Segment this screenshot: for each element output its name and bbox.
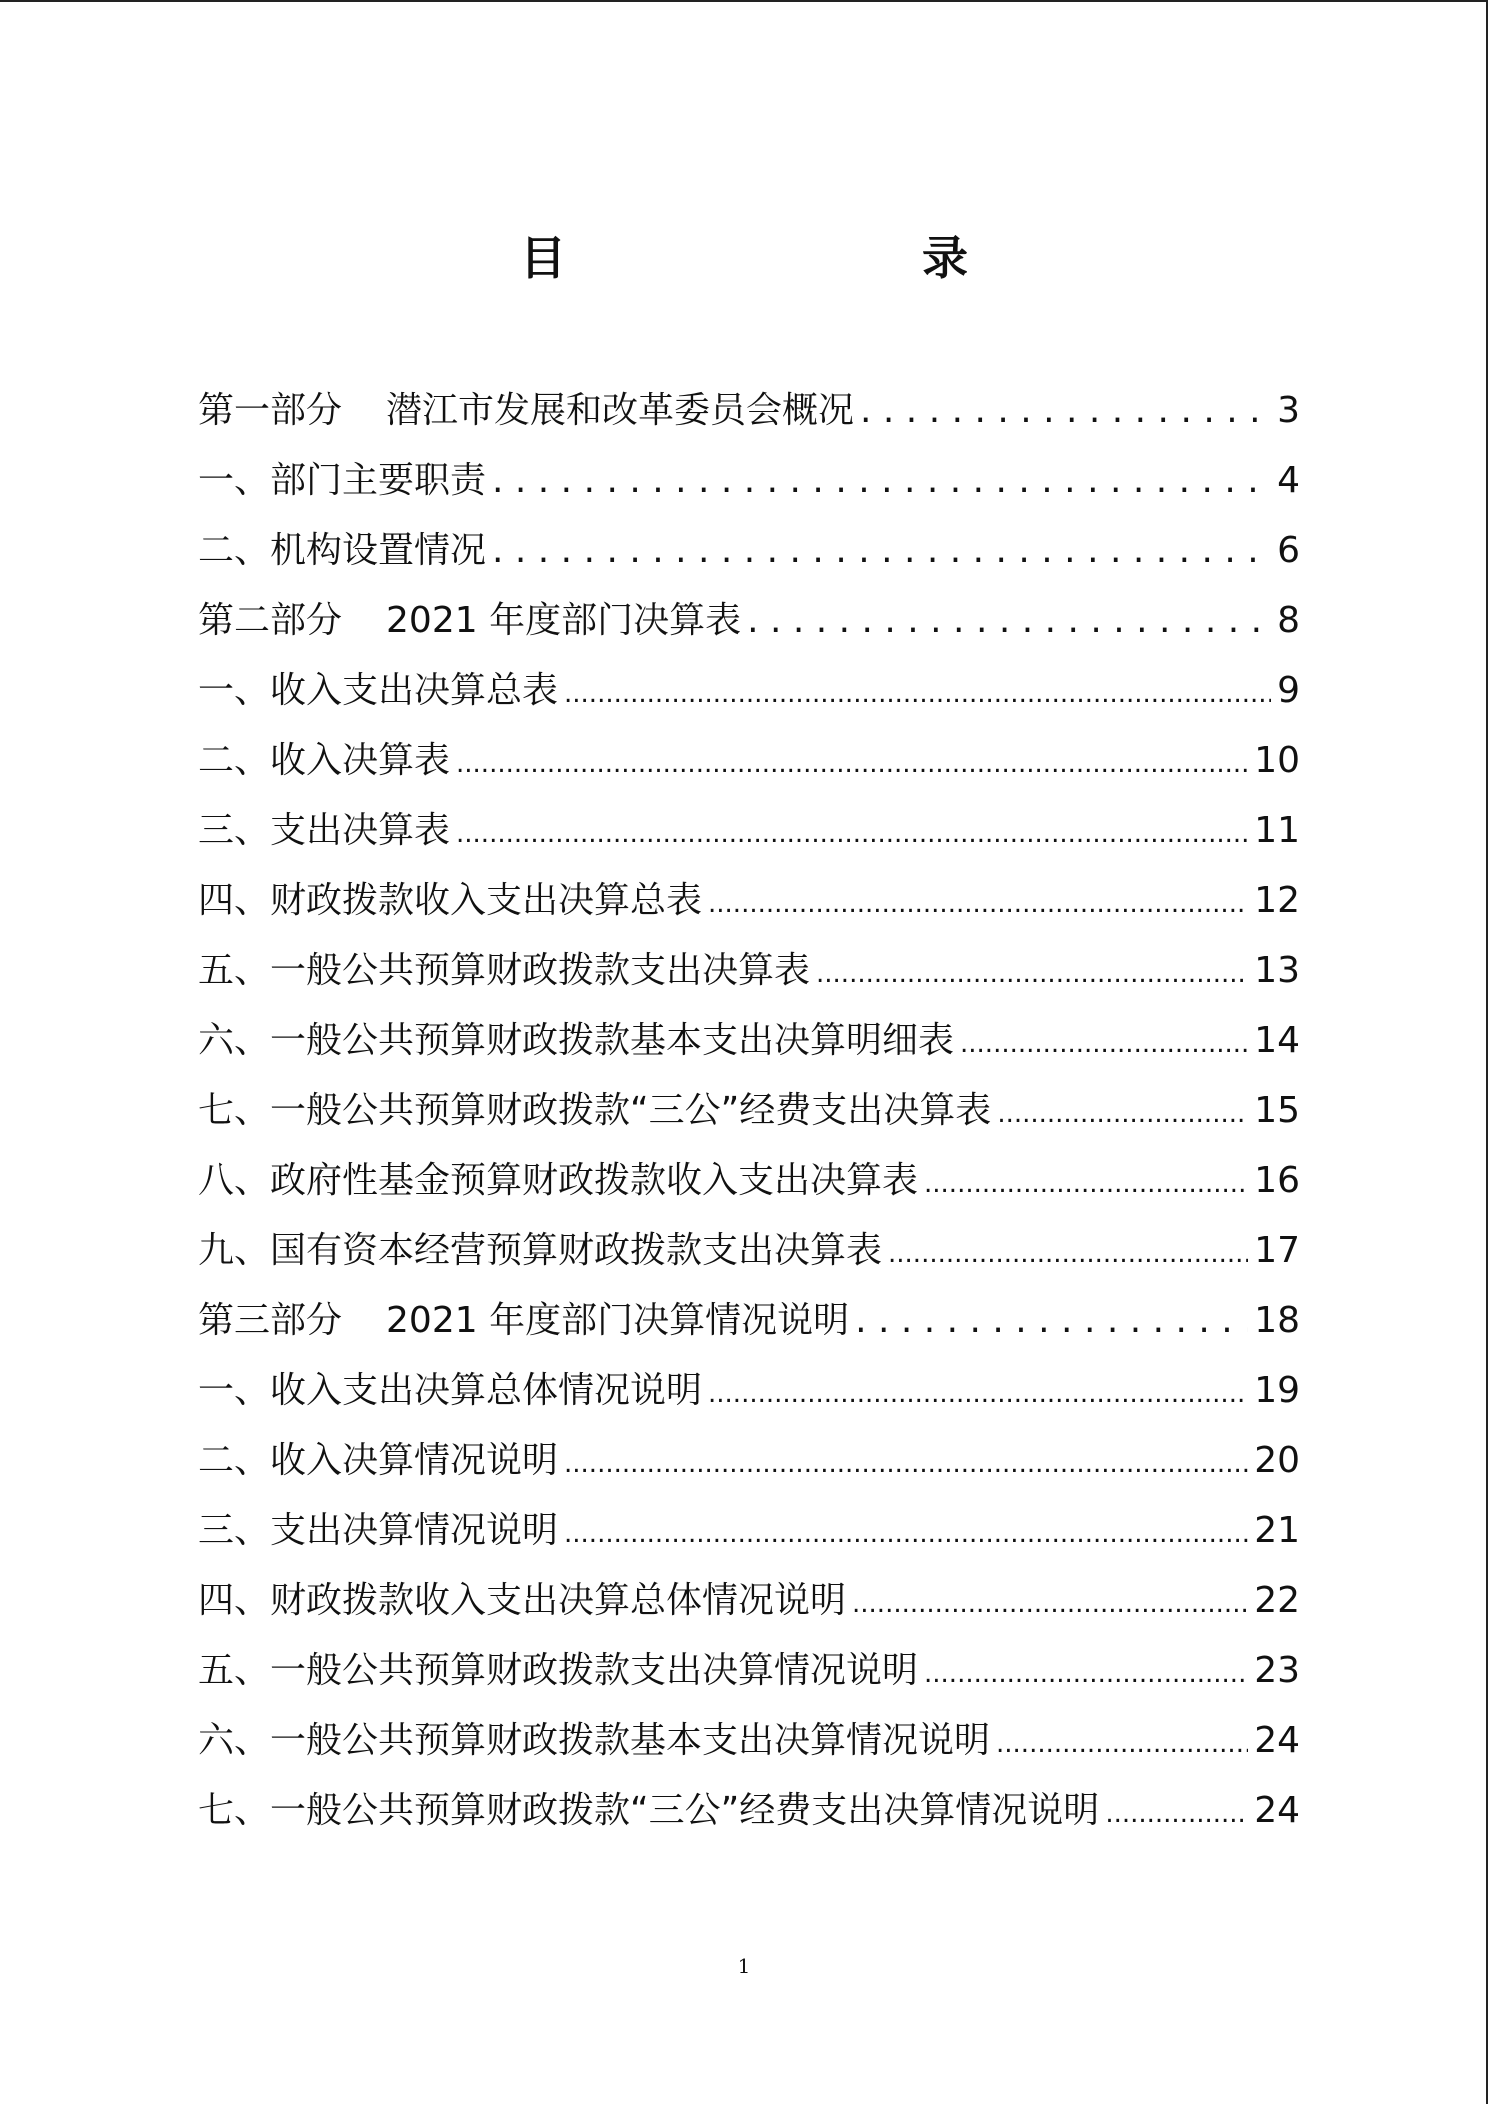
toc-dot-leader <box>1105 1776 1248 1849</box>
toc-dot-leader <box>747 586 1271 656</box>
toc-entry-label <box>198 376 854 446</box>
toc-entry-label <box>198 1566 846 1636</box>
toc-page-number: 17 <box>1254 1230 1300 1271</box>
toc-dot-leader <box>816 936 1248 1009</box>
toc-page-number: 13 <box>1254 950 1300 991</box>
toc-entry-text: 九、国有资本经营预算财政拨款支出决算表 <box>198 1230 883 1271</box>
toc-entry[interactable] <box>198 796 1300 866</box>
toc-dot-leader <box>924 1636 1248 1709</box>
toc-dot-leader <box>997 1076 1248 1149</box>
toc-entry-label <box>198 726 450 796</box>
toc-entry-text: 一、部门主要职责 <box>198 460 487 501</box>
toc-entry-label <box>198 1286 849 1356</box>
toc-entry-text: 六、一般公共预算财政拨款基本支出决算明细表 <box>198 1020 955 1061</box>
toc-entry[interactable] <box>198 586 1300 656</box>
toc-entry[interactable] <box>198 1356 1300 1426</box>
toc-page-number: 14 <box>1254 1020 1300 1061</box>
toc-dot-leader <box>855 1286 1248 1356</box>
toc-dot-leader <box>852 1566 1248 1639</box>
toc-dot-leader <box>492 516 1271 586</box>
toc-entry-text: 三、支出决算表 <box>198 810 451 851</box>
toc-entry[interactable] <box>198 1636 1300 1706</box>
toc-entry[interactable] <box>198 1146 1300 1216</box>
toc-dot-leader <box>492 446 1271 516</box>
toc-entry[interactable] <box>198 376 1300 446</box>
toc-entry-text: 潜江市发展和改革委员会概况 <box>386 390 855 431</box>
toc-entry-label <box>198 1496 558 1566</box>
toc-entry-label <box>198 1006 954 1076</box>
toc-entry[interactable] <box>198 1566 1300 1636</box>
toc-entry-text: 二、收入决算情况说明 <box>198 1440 559 1481</box>
toc-entry-text: 一、收入支出决算总体情况说明 <box>198 1370 703 1411</box>
toc-entry-text: 四、财政拨款收入支出决算总表 <box>198 880 703 921</box>
toc-dot-leader <box>960 1006 1248 1079</box>
toc-part-prefix: 第一部分 <box>198 390 343 431</box>
toc-page-number: 19 <box>1254 1370 1300 1411</box>
toc-entry[interactable] <box>198 1776 1300 1846</box>
toc-entry-label <box>198 656 558 726</box>
toc-entry-label <box>198 446 486 516</box>
toc-entry-label <box>198 796 450 866</box>
toc-entry[interactable] <box>198 516 1300 586</box>
page-title: 目 录 <box>520 231 1056 285</box>
toc-dot-leader <box>456 726 1248 799</box>
toc-page-number: 15 <box>1254 1090 1300 1131</box>
toc-dot-leader <box>456 796 1248 869</box>
toc-entry-label <box>198 1216 882 1286</box>
toc-entry-label <box>198 936 810 1006</box>
toc-page-number: 21 <box>1254 1510 1300 1551</box>
toc-entry-label <box>198 1776 1099 1846</box>
toc-entry-label <box>198 1076 991 1146</box>
toc-page-number: 16 <box>1254 1160 1300 1201</box>
toc-entry[interactable] <box>198 936 1300 1006</box>
toc-page-number: 12 <box>1254 880 1300 921</box>
page-number: 1 <box>737 1954 751 1978</box>
toc-dot-leader <box>564 656 1271 729</box>
toc-dot-leader <box>708 1356 1248 1429</box>
toc-entry-label <box>198 1706 990 1776</box>
toc-entry-text: 2021 年度部门决算情况说明 <box>386 1300 850 1341</box>
toc-entry-label <box>198 1356 702 1426</box>
toc-entry[interactable] <box>198 866 1300 936</box>
toc-dot-leader <box>996 1706 1248 1779</box>
toc-entry[interactable] <box>198 1426 1300 1496</box>
toc-dot-leader <box>564 1496 1248 1569</box>
page-border-top <box>0 0 1488 2</box>
toc-page-number: 9 <box>1277 670 1300 711</box>
toc-entry-text: 七、一般公共预算财政拨款“三公”经费支出决算表 <box>198 1090 992 1131</box>
toc-dot-leader <box>708 866 1248 939</box>
toc-entry[interactable] <box>198 1496 1300 1566</box>
toc-entry-label <box>198 1636 918 1706</box>
toc-entry-label <box>198 1426 558 1496</box>
toc-entry-text: 三、支出决算情况说明 <box>198 1510 559 1551</box>
toc-entry-label <box>198 516 486 586</box>
toc-entry-text: 五、一般公共预算财政拨款支出决算表 <box>198 950 811 991</box>
toc-entry[interactable] <box>198 656 1300 726</box>
toc-entry[interactable] <box>198 1076 1300 1146</box>
toc-entry-text: 二、机构设置情况 <box>198 530 487 571</box>
toc-entry[interactable] <box>198 1286 1300 1356</box>
toc-entry-text: 七、一般公共预算财政拨款“三公”经费支出决算情况说明 <box>198 1790 1100 1831</box>
toc-part-prefix: 第三部分 <box>198 1300 343 1341</box>
toc-entry-label <box>198 586 741 656</box>
toc-entry-label <box>198 1146 918 1216</box>
toc-page-number: 4 <box>1277 460 1300 501</box>
toc-page-number: 23 <box>1254 1650 1300 1691</box>
toc-page-number: 20 <box>1254 1440 1300 1481</box>
toc-entry-text: 四、财政拨款收入支出决算总体情况说明 <box>198 1580 847 1621</box>
toc-entry-text: 2021 年度部门决算表 <box>386 600 742 641</box>
toc-dot-leader <box>564 1426 1248 1499</box>
toc-entry-text: 一、收入支出决算总表 <box>198 670 559 711</box>
toc-page-number: 10 <box>1254 740 1300 781</box>
toc-dot-leader <box>860 376 1271 446</box>
toc-entry-text: 八、政府性基金预算财政拨款收入支出决算表 <box>198 1160 919 1201</box>
toc-page-number: 24 <box>1254 1720 1300 1761</box>
toc-entry[interactable] <box>198 446 1300 516</box>
toc-page-number: 22 <box>1254 1580 1300 1621</box>
toc-page-number: 24 <box>1254 1790 1300 1831</box>
toc-page-number: 8 <box>1277 600 1300 641</box>
toc-entry-label <box>198 866 702 936</box>
toc-entry[interactable] <box>198 1006 1300 1076</box>
toc-page-number: 11 <box>1254 810 1300 851</box>
table-of-contents <box>198 376 1300 1846</box>
toc-page-number: 18 <box>1254 1300 1300 1341</box>
toc-dot-leader <box>888 1216 1248 1289</box>
toc-entry-text: 六、一般公共预算财政拨款基本支出决算情况说明 <box>198 1720 991 1761</box>
toc-page-number: 3 <box>1277 390 1300 431</box>
toc-entry-text: 二、收入决算表 <box>198 740 451 781</box>
toc-entry[interactable] <box>198 726 1300 796</box>
toc-entry-text: 五、一般公共预算财政拨款支出决算情况说明 <box>198 1650 919 1691</box>
toc-page-number: 6 <box>1277 530 1300 571</box>
toc-entry[interactable] <box>198 1706 1300 1776</box>
toc-dot-leader <box>924 1146 1248 1219</box>
toc-part-prefix: 第二部分 <box>198 600 343 641</box>
toc-entry[interactable] <box>198 1216 1300 1286</box>
